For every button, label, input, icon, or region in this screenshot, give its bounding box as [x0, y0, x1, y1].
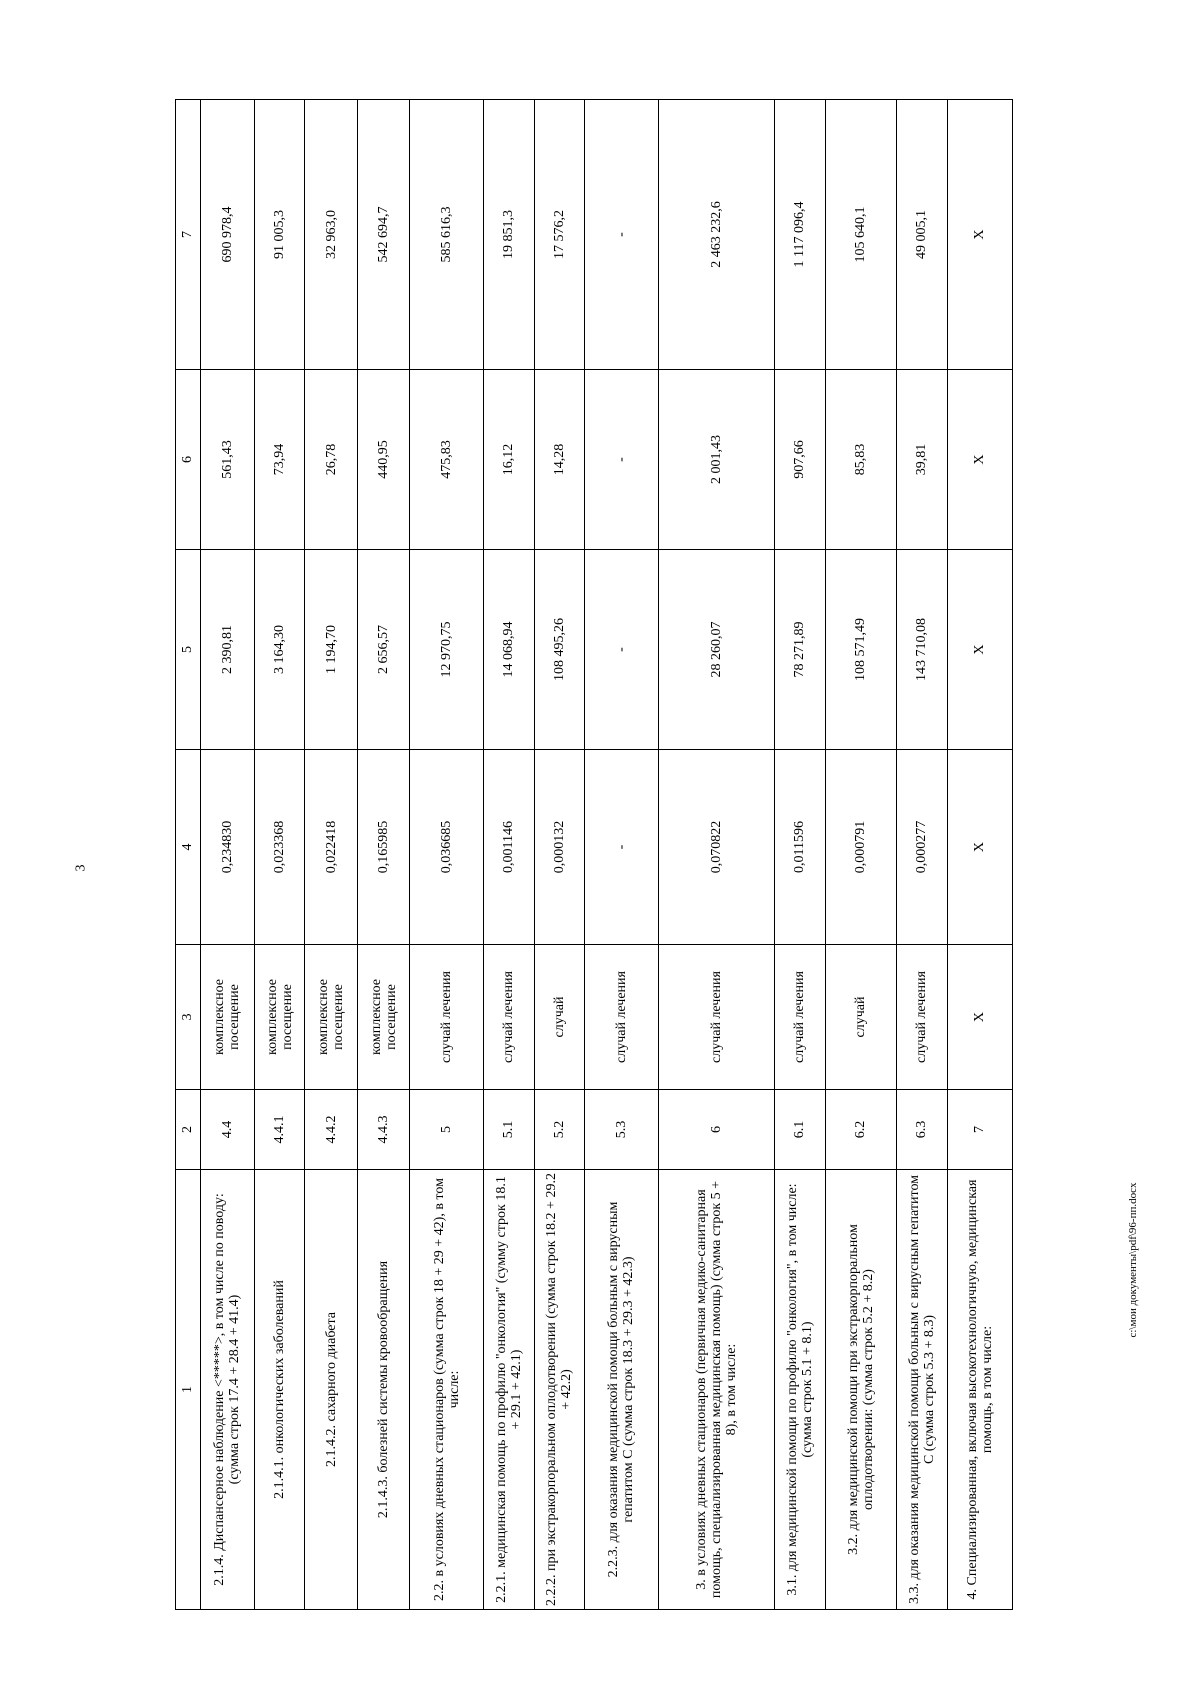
- table-cell: 91 005,3: [255, 100, 305, 370]
- table-cell: 12 970,75: [410, 550, 484, 750]
- header-cell: 2: [176, 1090, 201, 1170]
- table-cell: Х: [947, 370, 1012, 550]
- table-cell: 143 710,08: [897, 550, 947, 750]
- table-cell: комплексное посещение: [255, 945, 305, 1090]
- table-cell: случай лечения: [897, 945, 947, 1090]
- table-cell: Х: [947, 550, 1012, 750]
- table-cell: -: [584, 550, 658, 750]
- table-cell: Х: [947, 945, 1012, 1090]
- table-cell: 78 271,89: [775, 550, 825, 750]
- table-cell: 0,000277: [897, 750, 947, 945]
- table-row: [200, 100, 255, 1610]
- table-cell: 0,000791: [825, 750, 897, 945]
- table-cell: 108 571,49: [825, 550, 897, 750]
- table-cell: 0,023368: [255, 750, 305, 945]
- table-cell: -: [584, 750, 658, 945]
- table-cell: случай лечения: [410, 945, 484, 1090]
- table-cell: 561,43: [200, 370, 255, 550]
- table-cell: 1 194,70: [305, 550, 357, 750]
- table-cell: 39,81: [897, 370, 947, 550]
- row-label-cell: 2.2.1. медицинская помощь по профилю "онкология" (сумму строк 18.1 + 29.1 + 42.1): [484, 1170, 534, 1610]
- table-cell: 105 640,1: [825, 100, 897, 370]
- table-row: [410, 100, 484, 1610]
- table-row: [897, 100, 947, 1610]
- header-row: [176, 100, 201, 1610]
- file-path-footer: c:\мои документы\pdf\96-пп.docx: [1127, 1182, 1139, 1338]
- table-cell: комплексное посещение: [305, 945, 357, 1090]
- table-cell: 0,001146: [484, 750, 534, 945]
- row-label-cell: 4. Специализированная, включая высокотехнологичную, медицинская помощь, в том числе:: [947, 1170, 1012, 1610]
- row-label-cell: 2.1.4.2. сахарного диабета: [305, 1170, 357, 1610]
- table-row: [255, 100, 305, 1610]
- row-label-cell: 2.2.2. при экстракорпоральном оплодотворении (сумма строк 18.2 + 29.2 + 42.2): [534, 1170, 584, 1610]
- header-cell: 4: [176, 750, 201, 945]
- table-cell: -: [584, 370, 658, 550]
- table-cell: 26,78: [305, 370, 357, 550]
- table-cell: 28 260,07: [658, 550, 775, 750]
- table-cell: 6.1: [775, 1090, 825, 1170]
- table-cell: -: [584, 100, 658, 370]
- row-label-cell: 2.1.4.1. онкологических заболеваний: [255, 1170, 305, 1610]
- header-cell: 6: [176, 370, 201, 550]
- table-row: [658, 100, 775, 1610]
- table-row: [484, 100, 534, 1610]
- table-row: [825, 100, 897, 1610]
- table-cell: 6: [658, 1090, 775, 1170]
- table-cell: 4.4.2: [305, 1090, 357, 1170]
- table-cell: 2 001,43: [658, 370, 775, 550]
- table-cell: 85,83: [825, 370, 897, 550]
- table-cell: 5.3: [584, 1090, 658, 1170]
- table-cell: случай лечения: [584, 945, 658, 1090]
- table-cell: 0,022418: [305, 750, 357, 945]
- table-cell: 907,66: [775, 370, 825, 550]
- table-cell: 32 963,0: [305, 100, 357, 370]
- table-cell: 2 656,57: [357, 550, 409, 750]
- row-label-cell: 3. в условиях дневных стационаров (первичная медико-санитарная помощь, специализированная медицинская помощь) (сумма строк 5 + 8), в том числе:: [658, 1170, 775, 1610]
- header-cell: 7: [176, 100, 201, 370]
- table-cell: 0,036685: [410, 750, 484, 945]
- table-cell: 108 495,26: [534, 550, 584, 750]
- table-cell: случай: [534, 945, 584, 1090]
- table-cell: Х: [947, 750, 1012, 945]
- table-cell: Х: [947, 100, 1012, 370]
- row-label-cell: 2.2.3. для оказания медицинской помощи больным с вирусным гепатитом С (сумма строк 18.3 + 29.3 + 42.3): [584, 1170, 658, 1610]
- table-cell: 14 068,94: [484, 550, 534, 750]
- table-cell: 440,95: [357, 370, 409, 550]
- table-container: [175, 100, 1013, 1610]
- row-label-cell: 2.1.4.3. болезней системы кровообращения: [357, 1170, 409, 1610]
- header-cell: 5: [176, 550, 201, 750]
- table-cell: 0,165985: [357, 750, 409, 945]
- table-cell: 4.4.1: [255, 1090, 305, 1170]
- row-label-cell: 2.2. в условиях дневных стационаров (сумма строк 18 + 29 + 42), в том числе:: [410, 1170, 484, 1610]
- page-number: 3: [73, 864, 89, 872]
- table-cell: 6.2: [825, 1090, 897, 1170]
- table-cell: комплексное посещение: [200, 945, 255, 1090]
- table-cell: 2 463 232,6: [658, 100, 775, 370]
- table-cell: случай лечения: [484, 945, 534, 1090]
- table-cell: 0,000132: [534, 750, 584, 945]
- table-cell: 0,070822: [658, 750, 775, 945]
- table-cell: 73,94: [255, 370, 305, 550]
- table-cell: 4.4: [200, 1090, 255, 1170]
- table-cell: 3 164,30: [255, 550, 305, 750]
- table-cell: 49 005,1: [897, 100, 947, 370]
- row-label-cell: 3.1. для медицинской помощи по профилю "онкология", в том числе: (сумма строк 5.1 + 8.1): [775, 1170, 825, 1610]
- table-row: [534, 100, 584, 1610]
- table-cell: 585 616,3: [410, 100, 484, 370]
- table-cell: 5.2: [534, 1090, 584, 1170]
- table-cell: 14,28: [534, 370, 584, 550]
- table-cell: 17 576,2: [534, 100, 584, 370]
- table-cell: 4.4.3: [357, 1090, 409, 1170]
- table-cell: 0,234830: [200, 750, 255, 945]
- table-cell: комплексное посещение: [357, 945, 409, 1090]
- table-cell: 542 694,7: [357, 100, 409, 370]
- table-cell: случай лечения: [658, 945, 775, 1090]
- table-cell: 16,12: [484, 370, 534, 550]
- table-row: [357, 100, 409, 1610]
- table-cell: случай лечения: [775, 945, 825, 1090]
- table-row: [584, 100, 658, 1610]
- table-cell: 475,83: [410, 370, 484, 550]
- table-cell: 1 117 096,4: [775, 100, 825, 370]
- header-cell: 3: [176, 945, 201, 1090]
- row-label-cell: 3.3. для оказания медицинской помощи больным с вирусным гепатитом С (сумма строк 5.3 + 8.3): [897, 1170, 947, 1610]
- table-cell: 7: [947, 1090, 1012, 1170]
- table-cell: 5: [410, 1090, 484, 1170]
- table-cell: 690 978,4: [200, 100, 255, 370]
- row-label-cell: 2.1.4. Диспансерное наблюдение <*****>, в том числе по поводу: (сумма строк 17.4 + 28.4 + 41.4): [200, 1170, 255, 1610]
- table-cell: 6.3: [897, 1090, 947, 1170]
- table-cell: случай: [825, 945, 897, 1090]
- data-table: [175, 99, 1013, 1610]
- header-cell: 1: [176, 1170, 201, 1610]
- table-cell: 19 851,3: [484, 100, 534, 370]
- table-row: [947, 100, 1012, 1610]
- table-row: [305, 100, 357, 1610]
- table-row: [775, 100, 825, 1610]
- table-cell: 0,011596: [775, 750, 825, 945]
- row-label-cell: 3.2. для медицинской помощи при экстракорпоральном оплодотворении: (сумма строк 5.2 + 8.2): [825, 1170, 897, 1610]
- table-cell: 2 390,81: [200, 550, 255, 750]
- table-cell: 5.1: [484, 1090, 534, 1170]
